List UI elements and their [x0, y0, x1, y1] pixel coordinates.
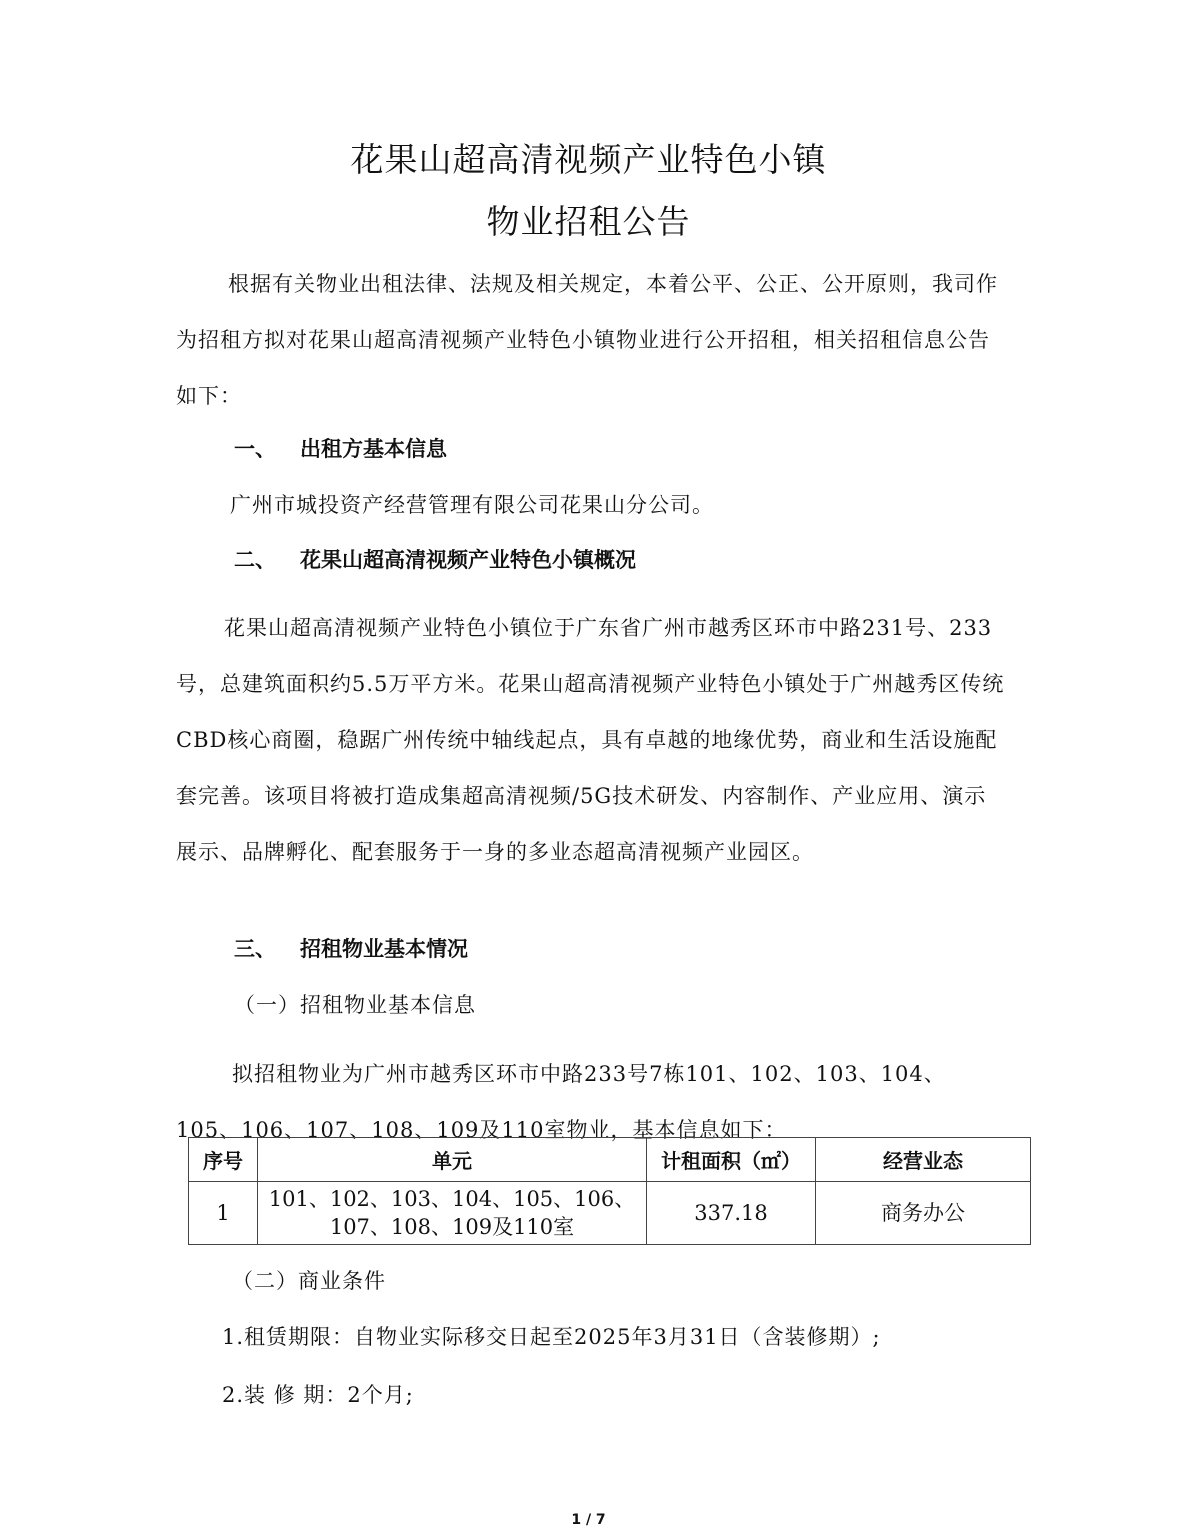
- document-subtitle: 物业招租公告: [486, 202, 691, 241]
- condition-item-2: 2.装 修 期：2个月;: [222, 1383, 414, 1407]
- subsection-title: 商业条件: [298, 1269, 386, 1293]
- cell-type: 商务办公: [816, 1182, 1031, 1245]
- table-row: [189, 1182, 1031, 1245]
- header-type: 经营业态: [816, 1138, 1031, 1182]
- lessor-name: 广州市城投资产经营管理有限公司花果山分公司。: [230, 493, 714, 517]
- cell-no: 1: [189, 1182, 258, 1245]
- property-paragraph: 拟招租物业为广州市越秀区环市中路233号7栋101、102、103、104、105、106、107、108、109及110室物业，基本信息如下：: [176, 1062, 946, 1142]
- section-number: 三、: [234, 937, 276, 961]
- section-number: 一、: [234, 437, 276, 461]
- subsection-number: （一）: [234, 993, 300, 1017]
- cell-unit-line: 107、108、109及110室: [329, 1215, 575, 1239]
- table-header-row: [189, 1138, 1031, 1182]
- intro-paragraph: 根据有关物业出租法律、法规及相关规定，本着公平、公正、公开原则，我司作为招租方拟对花果山超高清视频产业特色小镇物业进行公开招租，相关招租信息公告如下：: [176, 272, 998, 408]
- section-heading-2: [234, 545, 636, 575]
- document-title: 花果山超高清视频产业特色小镇: [350, 140, 827, 179]
- overview-paragraph: 花果山超高清视频产业特色小镇位于广东省广州市越秀区环市中路231号、233号，总建筑面积约5.5万平方米。花果山超高清视频产业特色小镇处于广州越秀区传统CBD核心商圈，稳踞广州传统中轴线起点，具有卓越的地缘优势，商业和生活设施配套完善。该项目将被打造成集超高清视频/5G技术研发、内容制作、产业应用、演示展示、品牌孵化、配套服务于一身的多业态超高清视频产业园区。: [176, 616, 1005, 864]
- section-heading-1: [234, 434, 447, 464]
- section-heading-3: [234, 934, 468, 964]
- section-title: 招租物业基本情况: [300, 937, 468, 961]
- subsection-heading-2: [232, 1266, 386, 1296]
- header-unit: 单元: [258, 1138, 647, 1182]
- subsection-title: 招租物业基本信息: [300, 993, 476, 1017]
- cell-unit: [258, 1182, 647, 1245]
- page-number: 1 / 7: [571, 1512, 606, 1528]
- property-table: [188, 1137, 1031, 1245]
- condition-item-1: 1.租赁期限：自物业实际移交日起至2025年3月31日（含装修期）;: [222, 1325, 881, 1349]
- subsection-number: （二）: [232, 1269, 298, 1293]
- section-number: 二、: [234, 548, 276, 572]
- header-no: 序号: [189, 1138, 258, 1182]
- section-title: 花果山超高清视频产业特色小镇概况: [300, 548, 636, 572]
- subsection-heading-1: [234, 990, 476, 1020]
- section-title: 出租方基本信息: [300, 437, 447, 461]
- cell-area: 337.18: [647, 1182, 816, 1245]
- header-area: 计租面积（㎡）: [647, 1138, 816, 1182]
- cell-unit-line: 101、102、103、104、105、106、: [268, 1187, 636, 1211]
